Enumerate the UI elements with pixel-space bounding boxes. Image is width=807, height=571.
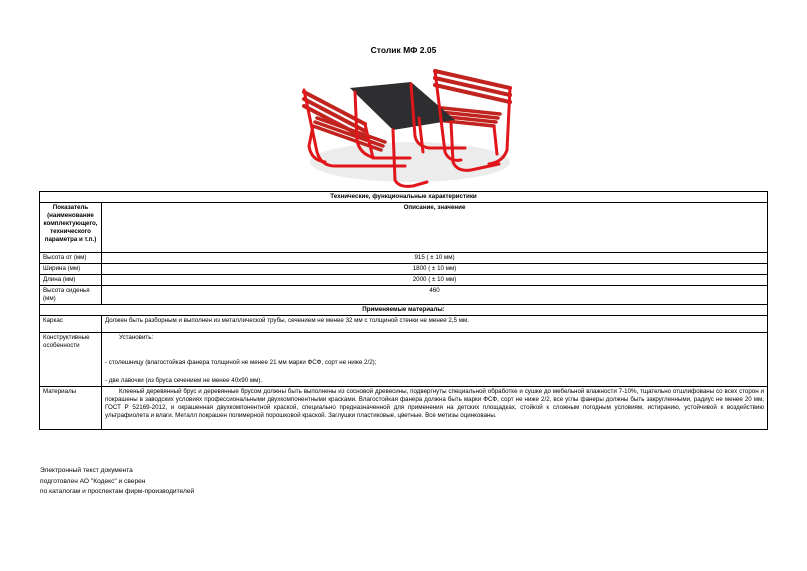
picnic-table-with-benches-icon: [295, 62, 520, 190]
param-value: 1800 ( ± 10 мм): [102, 264, 768, 275]
section-row-tech: [40, 192, 768, 203]
design-name: Конструктивные особенности: [40, 333, 102, 387]
param-name: Высота сиденья (мм): [40, 286, 102, 305]
document-title: Столик МФ 2.05: [370, 45, 437, 55]
header-param: Показатель (наименование комплектующего, технического параметра и т.п.): [40, 203, 102, 253]
frame-name: Каркас: [40, 316, 102, 333]
param-name: Ширина (мм): [40, 264, 102, 275]
spec-table: [39, 191, 768, 430]
materials-text: Клееный деревянный брус и деревянные брусом должны быть выполнены из сосновой древесины, подвергнуты специальной обработке и сушке до мебельной влажности 7-10%, тщательно отшлифованы со всех сторон и покрашены в заводских условиях профессиональными двухкомпонентными красками. Влагостойкая фанера должна быть марки ФСФ, сорт не ниже 2/2, все углы фанеры должны быть закругленными, радиус не менее 20 мм, ГОСТ Р 52169-2012, и окрашенная двухкомпонентной краской, специально предназначенной для применения на детских площадках, стойкой к сложным погодным условиям, истиранию, устойчивой к воздействию ультрафиолета и влаги. Металл покрашен полимерной порошковой краской. Заглушки пластиковые, цветные. Все метизы оцинкованы.: [102, 387, 768, 430]
header-value: Описание, значение: [102, 203, 768, 253]
materials-name: Материалы: [40, 387, 102, 430]
table-row: [40, 333, 768, 387]
table-row: [40, 286, 768, 305]
footer-line: подготовлен АО "Кодекс" и сверен: [40, 477, 146, 485]
footer-line: по каталогам и проспектам фирм-производителей: [40, 488, 195, 495]
design-item: - две лавочки (из бруса сечением не менее 40х90 мм).: [105, 377, 263, 384]
section-title-materials: Применяемые материалы:: [40, 305, 768, 316]
header-row: [40, 203, 768, 253]
frame-text: Должен быть разборным и выполнен из металлической трубы, сечением не менее 32 мм с толщиной стенки не менее 2,5 мм.: [102, 316, 768, 333]
table-row: [40, 387, 768, 430]
param-name: Длина (мм): [40, 275, 102, 286]
section-title-tech: Технические, функциональные характеристики: [40, 192, 768, 203]
design-install-label: Установить:: [119, 334, 154, 341]
table-row: [40, 264, 768, 275]
param-value: 915 ( ± 10 мм): [102, 253, 768, 264]
param-value: 2000 ( ± 10 мм): [102, 275, 768, 286]
table-row: [40, 253, 768, 264]
table-row: [40, 316, 768, 333]
footer-note: [40, 466, 194, 498]
design-item: - столешницу (влагостойкая фанера толщиной не менее 21 мм марки ФСФ, сорт не ниже 2/2);: [105, 359, 377, 366]
section-row-materials: [40, 305, 768, 316]
param-name: Высота от (мм): [40, 253, 102, 264]
table-row: [40, 275, 768, 286]
param-value: 460: [102, 286, 768, 305]
footer-line: Электронный текст документа: [40, 467, 133, 474]
design-text: [102, 333, 768, 387]
